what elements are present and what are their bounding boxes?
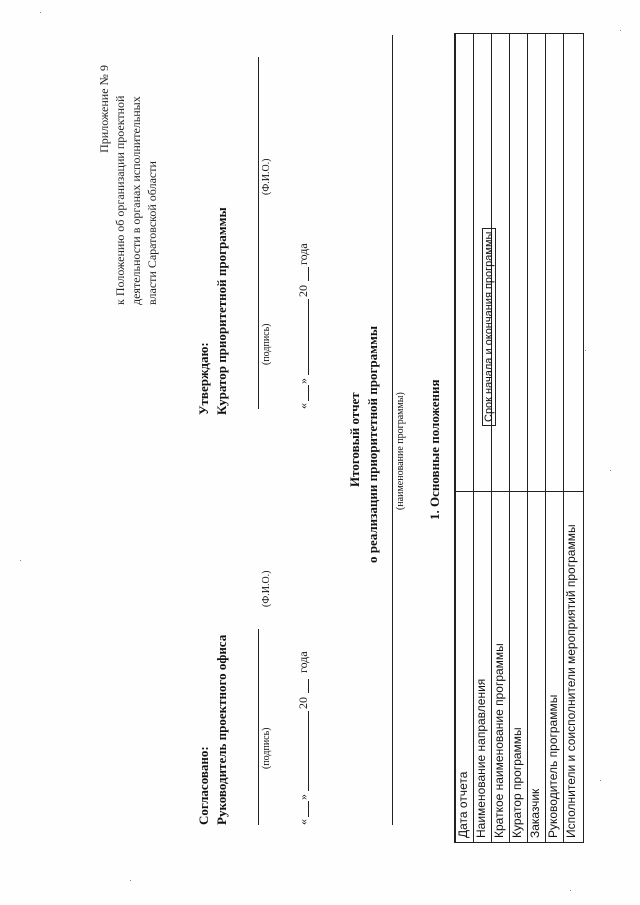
table-row bbox=[509, 34, 528, 842]
row-label: Исполнители и соисполнители мероприятий программы bbox=[564, 524, 578, 838]
report-title-line2: о реализации приоритетной программы bbox=[365, 325, 380, 563]
table-row bbox=[483, 34, 510, 842]
confirmed-date-close: » bbox=[296, 378, 310, 384]
row-label: Руководитель программы bbox=[546, 694, 560, 838]
table-row bbox=[527, 34, 546, 842]
confirmed-heading: Утверждаю: bbox=[196, 342, 211, 415]
approved-month-blank bbox=[308, 711, 309, 791]
section-title: 1. Основные положения bbox=[427, 379, 442, 520]
confirmed-signature-label: (подпись) bbox=[261, 323, 272, 365]
approved-signature-label: (подпись) bbox=[261, 727, 272, 769]
confirmed-day-blank bbox=[308, 385, 309, 401]
main-provisions-table bbox=[454, 33, 584, 843]
table-row bbox=[455, 34, 474, 842]
approved-name-label: (Ф.И.О.) bbox=[261, 570, 272, 607]
row-label: Дата отчета bbox=[456, 771, 470, 838]
approved-year-suffix: года bbox=[296, 651, 310, 673]
table-row bbox=[563, 34, 584, 842]
confirmed-role: Куратор приоритетной программы bbox=[214, 207, 229, 415]
program-name-hint: (наименование программы) bbox=[395, 392, 406, 510]
confirmed-month-blank bbox=[308, 299, 309, 375]
approved-year-prefix: 20 bbox=[296, 697, 310, 709]
confirmed-signature-line bbox=[258, 57, 259, 409]
report-title-line1: Итоговый отчет bbox=[347, 392, 362, 487]
appendix-number: Приложение № 9 bbox=[97, 65, 111, 153]
appendix-line-4: власти Саратовской области bbox=[145, 161, 159, 305]
confirmed-name-label: (Ф.И.О.) bbox=[261, 158, 272, 195]
row-label: Наименование направления bbox=[474, 678, 488, 838]
appendix-line-3: деятельности в органах исполнительных bbox=[129, 96, 143, 305]
confirmed-year-prefix: 20 bbox=[296, 285, 310, 297]
appendix-line-2: к Положению об организации проектной bbox=[113, 95, 127, 305]
approved-day-blank bbox=[308, 801, 309, 817]
table-row bbox=[545, 34, 564, 842]
confirmed-year-suffix: года bbox=[296, 243, 310, 265]
table-row bbox=[473, 34, 492, 842]
row-label: Куратор программы bbox=[510, 727, 524, 838]
approved-heading: Согласовано: bbox=[196, 746, 211, 825]
period-label-box: Срок начала и окончания программы bbox=[482, 228, 496, 426]
approved-signature-line bbox=[258, 629, 259, 825]
approved-date-close: » bbox=[296, 794, 310, 800]
appendix-block bbox=[96, 65, 160, 305]
approved-year-blank bbox=[308, 679, 309, 693]
row-label: Краткое наименование программы bbox=[492, 643, 506, 838]
confirmed-year-blank bbox=[308, 267, 309, 281]
row-label: Заказчик bbox=[528, 788, 542, 838]
confirmed-date-open: « bbox=[296, 403, 310, 409]
approved-role: Руководитель проектного офиса bbox=[214, 634, 229, 825]
approved-date-open: « bbox=[296, 819, 310, 825]
program-name-line bbox=[392, 35, 393, 825]
